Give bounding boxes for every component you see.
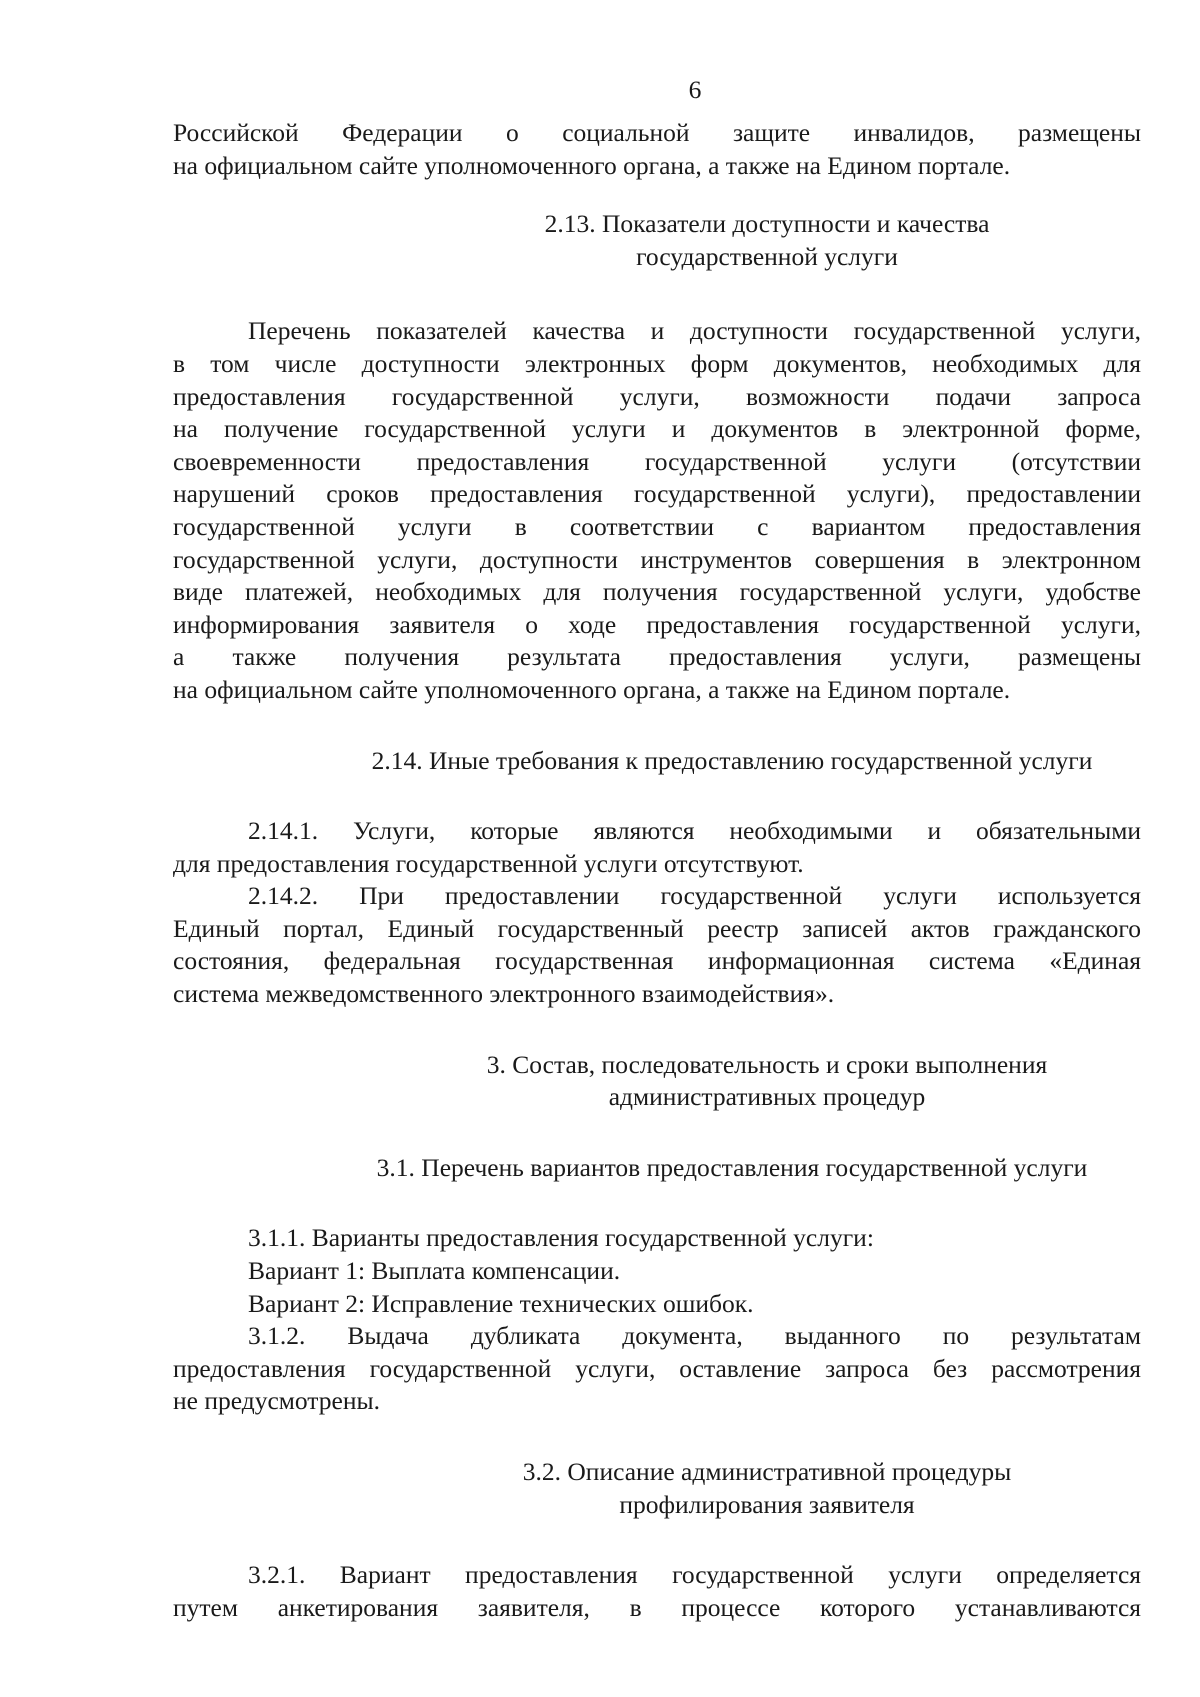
text-line: предоставления государственной услуги, оставление запроса без рассмотрения xyxy=(173,1353,1141,1383)
paragraph-3-2-1 xyxy=(173,1559,1141,1624)
text-line: 2.14.2. При предоставлении государственной услуги используется xyxy=(248,881,1141,911)
text-line: Вариант 1: Выплата компенсации. xyxy=(248,1256,621,1286)
paragraph-variant-1 xyxy=(173,1255,1141,1288)
text-line: предоставления государственной услуги, возможности подачи запроса xyxy=(173,381,1141,411)
heading-2-14: 2.14. Иные требования к предоставлению государственной услуги xyxy=(371,745,1093,775)
paragraph-3-1-1 xyxy=(173,1222,1141,1255)
paragraph-2-14-1 xyxy=(173,815,1141,880)
paragraph-2-13 xyxy=(173,315,1141,706)
heading-3-1: 3.1. Перечень вариантов предоставления государственной услуги xyxy=(376,1152,1088,1182)
text-line: Российской Федерации о социальной защите инвалидов, размещены xyxy=(173,118,1141,147)
text-line: Вариант 2: Исправление технических ошибок. xyxy=(248,1288,754,1318)
paragraph-2-14-2 xyxy=(173,880,1141,1010)
text-line: Единый портал, Единый государственный реестр записей актов гражданского xyxy=(173,913,1141,943)
text-line: государственной услуги в соответствии с вариантом предоставления xyxy=(173,511,1141,541)
text-line: виде платежей, необходимых для получения государственной услуги, удобстве xyxy=(173,577,1141,607)
text-line: информирования заявителя о ходе предоставления государственной услуги, xyxy=(173,609,1141,639)
document-body xyxy=(173,117,1141,1624)
text-line: на официальном сайте уполномоченного органа, а также на Едином портале. xyxy=(173,150,1011,180)
text-line: путем анкетирования заявителя, в процессе которого устанавливаются xyxy=(173,1592,1141,1622)
text-line: а также получения результата предоставления услуги, размещены xyxy=(173,642,1141,672)
text-line: своевременности предоставления государственной услуги (отсутствии xyxy=(173,446,1141,476)
text-line: 3.1.2. Выдача дубликата документа, выданного по результатам xyxy=(248,1321,1141,1351)
text-line: на получение государственной услуги и документов в электронной форме, xyxy=(173,414,1141,444)
text-line: Перечень показателей качества и доступности государственной услуги, xyxy=(248,316,1141,346)
paragraph-3-1-2 xyxy=(173,1320,1141,1418)
text-line: не предусмотрены. xyxy=(173,1386,380,1416)
text-line: 3.1.1. Варианты предоставления государственной услуги: xyxy=(248,1223,874,1253)
heading-2-13: 2.13. Показатели доступности и качества государственной услуги xyxy=(544,209,990,271)
text-line: система межведомственного электронного взаимодействия». xyxy=(173,979,835,1009)
text-line: 3.2.1. Вариант предоставления государственной услуги определяется xyxy=(248,1560,1141,1590)
intro-paragraph xyxy=(173,117,1141,182)
text-line: нарушений сроков предоставления государственной услуги), предоставлении xyxy=(173,479,1141,509)
text-line: 2.14.1. Услуги, которые являются необходимыми и обязательными xyxy=(248,816,1141,846)
page-number: 6 xyxy=(688,75,702,104)
heading-3-2: 3.2. Описание административной процедуры профилирования заявителя xyxy=(522,1457,1012,1519)
text-line: в том числе доступности электронных форм документов, необходимых для xyxy=(173,348,1141,378)
text-line: для предоставления государственной услуги отсутствуют. xyxy=(173,848,804,878)
text-line: государственной услуги, доступности инструментов совершения в электронном xyxy=(173,544,1141,574)
paragraph-variant-2 xyxy=(173,1288,1141,1321)
text-line: на официальном сайте уполномоченного органа, а также на Едином портале. xyxy=(173,674,1011,704)
text-line: состояния, федеральная государственная информационная система «Единая xyxy=(173,946,1141,976)
heading-3: 3. Состав, последовательность и сроки выполнения административных процедур xyxy=(486,1049,1048,1112)
